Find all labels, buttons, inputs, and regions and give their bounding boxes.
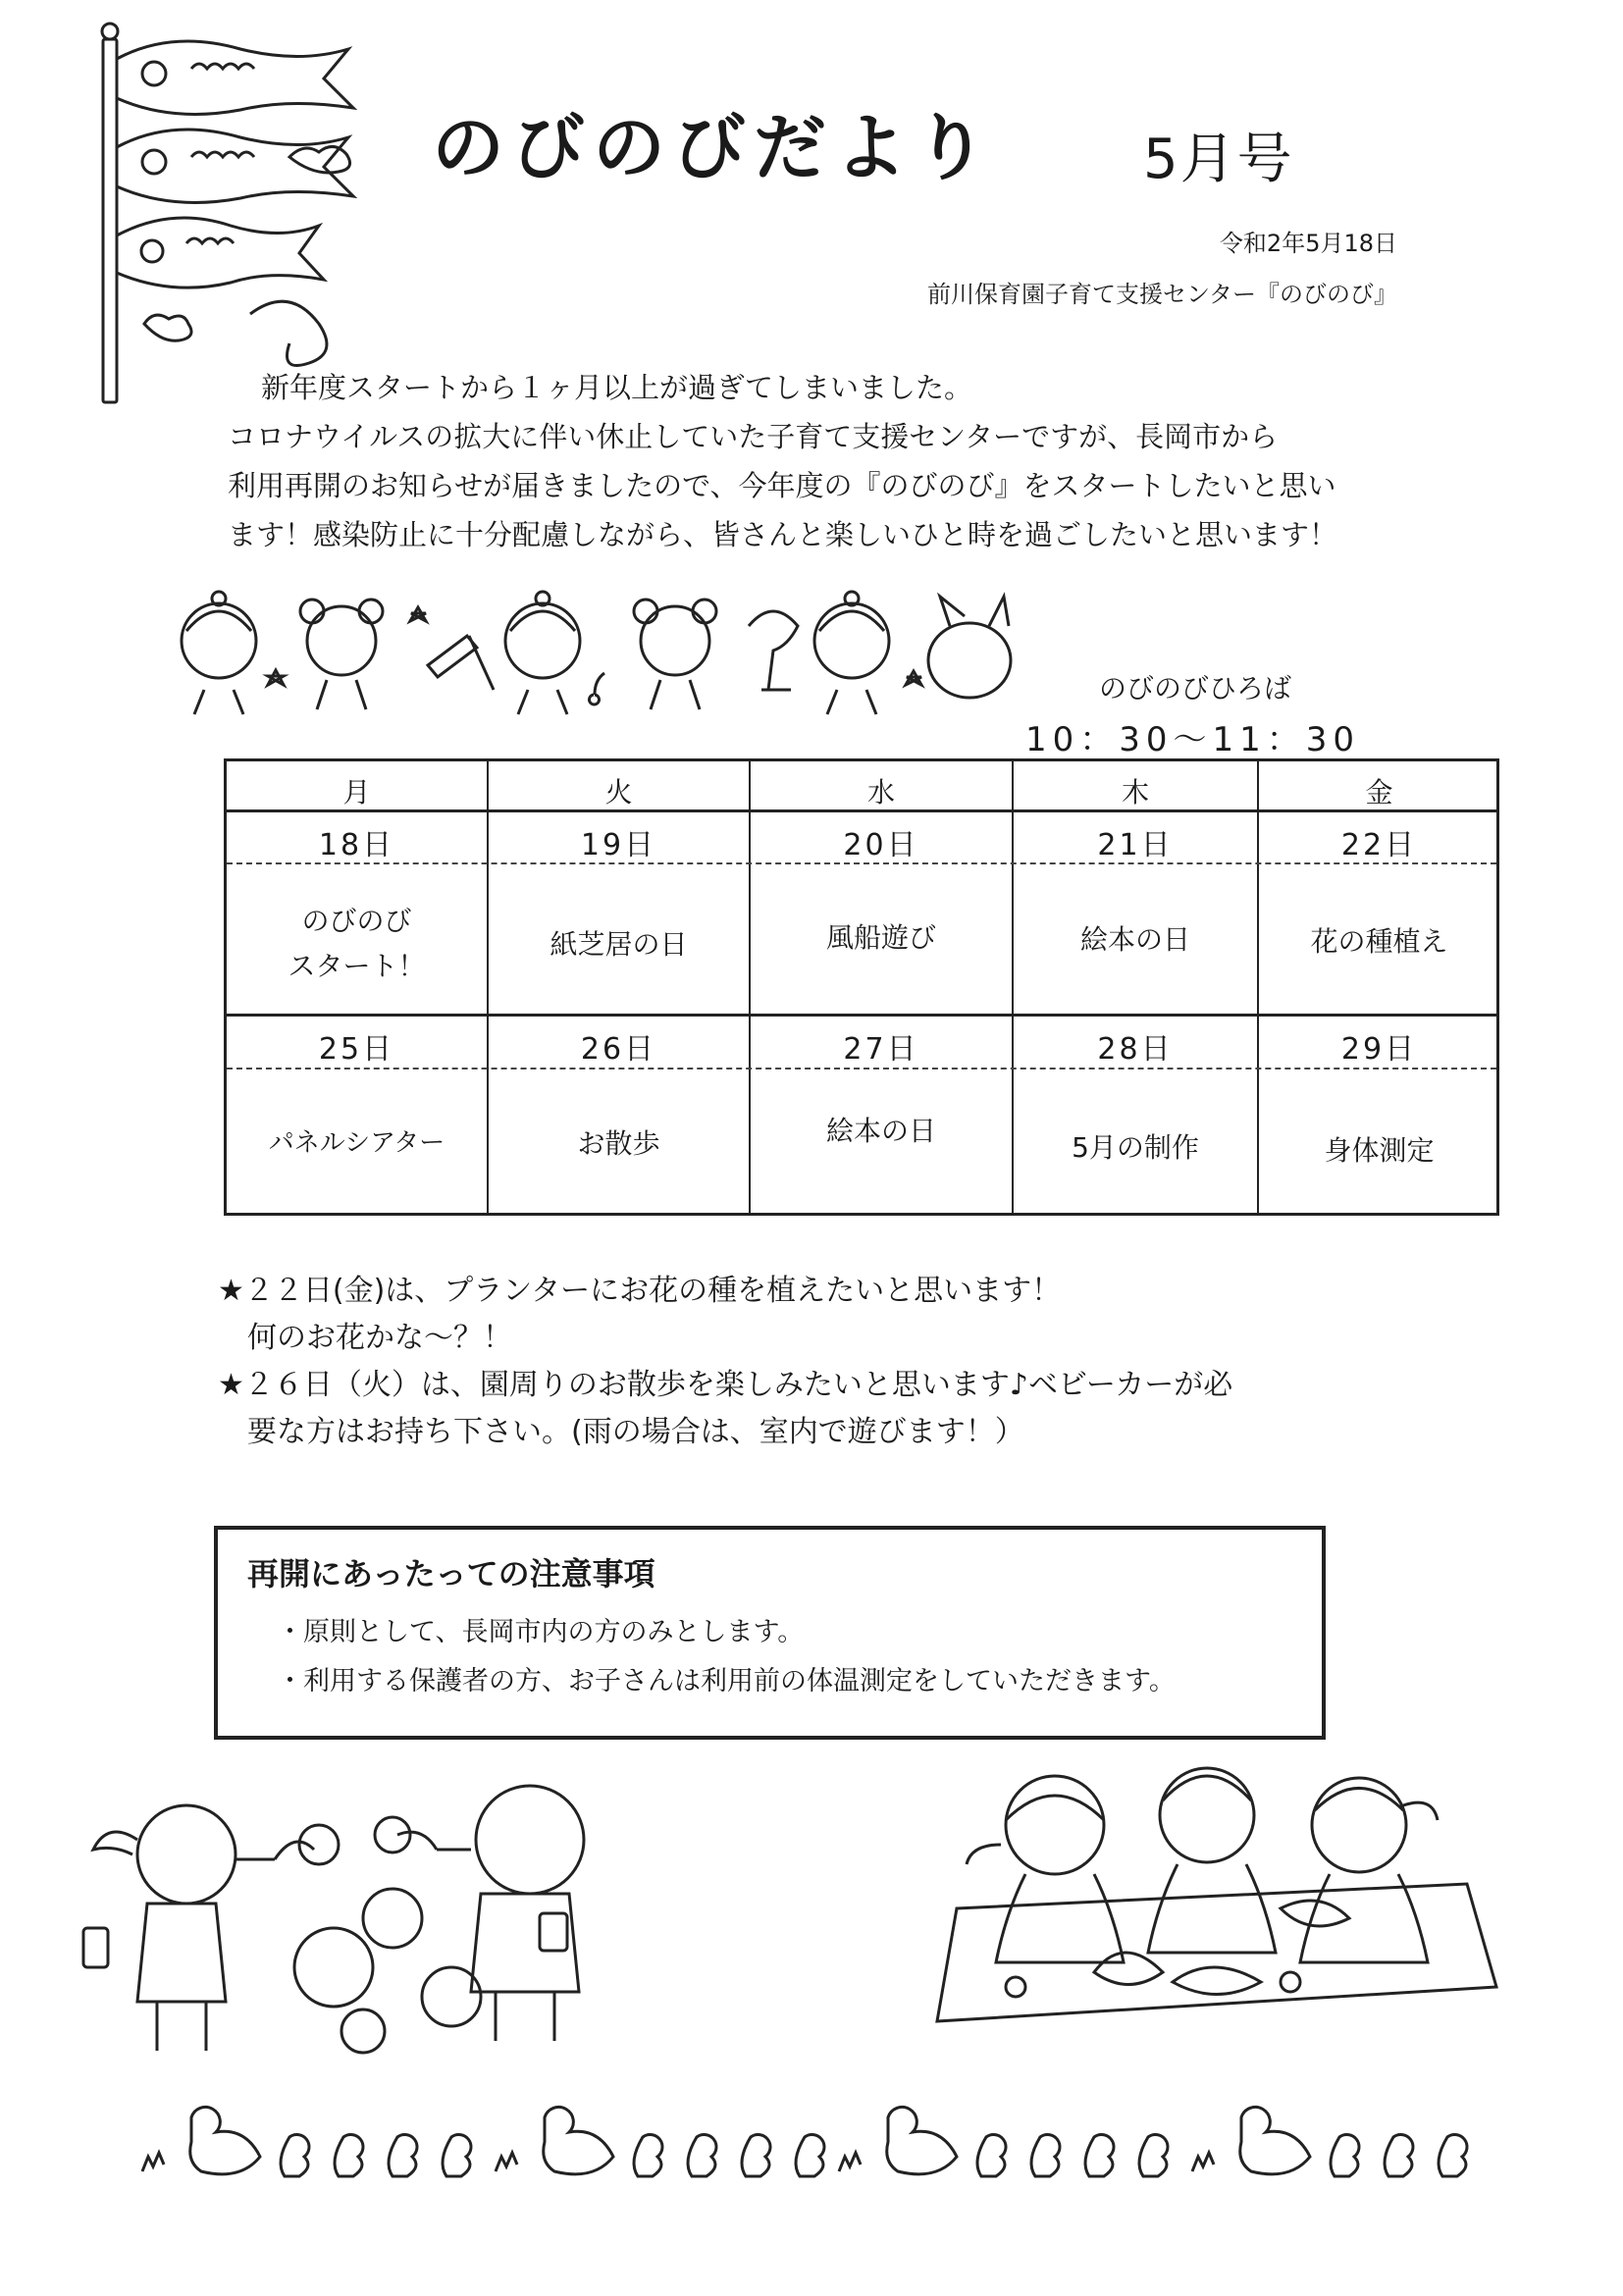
date-cell: 18日 bbox=[318, 828, 395, 862]
intro-line: 利用再開のお知らせが届きましたので、今年度の『のびのび』をスタートしたいと思い bbox=[228, 469, 1336, 502]
activity-line: のびのび bbox=[301, 905, 412, 937]
date-cell: 25日 bbox=[318, 1032, 395, 1067]
schedule-table bbox=[224, 758, 1499, 1216]
caution-item: ・ 利用する保護者の方、お子さんは利用前の体温測定をしていただきます。 bbox=[277, 1657, 1176, 1706]
activity-cell: 絵本の日 bbox=[825, 1115, 936, 1147]
day-header: 木 bbox=[1121, 776, 1149, 809]
activity-cell: 絵本の日 bbox=[1079, 923, 1190, 956]
date-cell: 19日 bbox=[580, 828, 657, 862]
organization-name: 前川保育園子育て支援センター『のびのび』 bbox=[926, 281, 1397, 308]
activity-cell: 5月の制作 bbox=[1072, 1131, 1199, 1164]
day-header: 金 bbox=[1365, 776, 1393, 809]
activity-cell: 身体測定 bbox=[1324, 1134, 1435, 1167]
picnic-children-icon bbox=[917, 1751, 1506, 2046]
caution-list bbox=[277, 1608, 1176, 1706]
plaza-name: のびのびひろば bbox=[1099, 672, 1292, 704]
date-cell: 21日 bbox=[1097, 828, 1174, 862]
note-line: ★２６日（火）は、園周りのお散歩を楽しみたいと思います♪ベビーカーが必 bbox=[218, 1368, 1233, 1402]
notes-section bbox=[218, 1268, 1444, 1456]
newsletter-title: のびのびだより bbox=[432, 106, 995, 190]
publish-date: 令和2年5月18日 bbox=[1219, 230, 1397, 257]
activity-cell bbox=[227, 899, 487, 989]
caution-item: ・ 原則として、長岡市内の方のみとします。 bbox=[277, 1608, 1176, 1657]
caution-box bbox=[214, 1526, 1326, 1740]
date-cell: 27日 bbox=[843, 1032, 919, 1067]
children-animals-icon bbox=[175, 587, 1058, 724]
plaza-time: 10：30〜11：30 bbox=[1025, 720, 1361, 759]
day-header: 火 bbox=[604, 776, 633, 809]
date-cell: 29日 bbox=[1340, 1032, 1418, 1067]
date-cell: 20日 bbox=[843, 828, 919, 862]
date-separator bbox=[227, 1068, 1496, 1070]
date-separator bbox=[227, 862, 1496, 864]
week-separator bbox=[227, 1014, 1496, 1017]
date-cell: 28日 bbox=[1097, 1032, 1174, 1067]
note-line: ★２２日(金)は、プランターにお花の種を植えたいと思います！ bbox=[218, 1274, 1062, 1308]
intro-line: ます！感染防止に十分配慮しながら、皆さんと楽しいひと時を過ごしたいと思います！ bbox=[228, 518, 1338, 551]
bubbles-children-icon bbox=[79, 1781, 648, 2065]
intro-line: 新年度スタートから１ヶ月以上が過ぎてしまいました。 bbox=[261, 371, 973, 404]
activity-cell: お散歩 bbox=[577, 1127, 660, 1160]
note-line: 何のお花かな〜？！ bbox=[247, 1321, 512, 1355]
intro-paragraph bbox=[228, 363, 1444, 559]
date-cell: 22日 bbox=[1340, 828, 1418, 862]
ducklings-icon bbox=[132, 2078, 1506, 2186]
activity-cell: パネルシアター bbox=[268, 1128, 445, 1158]
intro-line: コロナウイルスの拡大に伴い休止していた子育て支援センターですが、長岡市から bbox=[228, 420, 1279, 453]
caution-title: 再開にあったっての注意事項 bbox=[247, 1555, 655, 1592]
day-header: 月 bbox=[342, 776, 371, 809]
activity-line: スタート！ bbox=[288, 950, 426, 982]
carp-streamer-icon bbox=[93, 20, 388, 407]
activity-cell: 風船遊び bbox=[825, 921, 936, 954]
date-cell: 26日 bbox=[580, 1032, 657, 1067]
note-line: 要な方はお持ち下さい。(雨の場合は、室内で遊びます！） bbox=[247, 1415, 1024, 1449]
issue-label: 5月号 bbox=[1143, 128, 1294, 191]
activity-cell: 紙芝居の日 bbox=[550, 928, 688, 961]
activity-cell: 花の種植え bbox=[1310, 925, 1448, 958]
day-header: 水 bbox=[866, 776, 895, 809]
